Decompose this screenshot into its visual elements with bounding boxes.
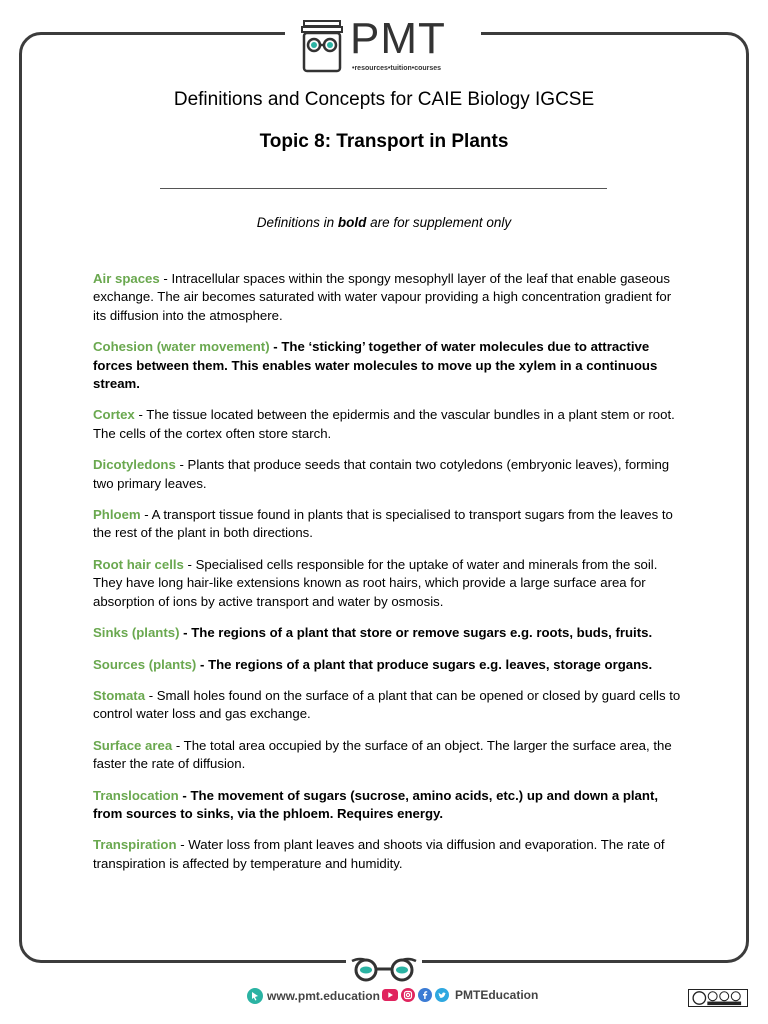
definition-separator: - — [172, 737, 184, 753]
definition-item — [93, 687, 683, 724]
definition-term: Cortex — [93, 407, 135, 423]
definition-term: Root hair cells — [93, 556, 184, 572]
definition-text: The regions of a plant that store or remove sugars e.g. roots, buds, fruits. — [191, 625, 653, 641]
note-bold: bold — [337, 215, 367, 230]
footer-website[interactable] — [247, 988, 380, 1004]
definition-text: The ‘sticking’ together of water molecules due to attractive forces between them. This enables water molecules to move up the xylem in a continuous stream. — [93, 339, 658, 392]
definition-text: The regions of a plant that produce sugars e.g. leaves, storage organs. — [208, 656, 653, 672]
definition-term: Surface area — [93, 737, 173, 753]
definition-separator: - — [176, 837, 189, 853]
definition-text: A transport tissue found in plants that is specialised to transport sugars from the leaves to the rest of the plant in both directions. — [93, 507, 673, 541]
definition-item — [93, 737, 683, 774]
definition-item — [93, 270, 683, 325]
social-handle[interactable]: PMTEducation — [455, 988, 539, 1002]
footer — [0, 988, 768, 1008]
definition-term: Dicotyledons — [93, 457, 176, 473]
twitter-icon[interactable] — [435, 988, 449, 1002]
creative-commons-icon — [688, 989, 748, 1007]
definition-term: Transpiration — [93, 837, 177, 853]
definition-term: Translocation — [93, 787, 179, 803]
definition-item — [93, 787, 683, 824]
definition-term: Sources (plants) — [93, 656, 197, 672]
definition-text: Water loss from plant leaves and shoots via diffusion and evaporation. The rate of transpiration is affected by temperature and humidity. — [93, 837, 665, 871]
definition-separator: - — [183, 556, 196, 572]
facebook-icon[interactable] — [418, 988, 432, 1002]
definition-item — [93, 656, 683, 674]
logo-wordmark: PMT — [350, 14, 446, 63]
definition-text: Plants that produce seeds that contain two cotyledons (embryonic leaves), forming two primary leaves. — [93, 457, 670, 491]
definition-separator: - — [179, 625, 192, 641]
definition-item — [93, 506, 683, 543]
definition-item — [93, 624, 683, 642]
definition-term: Air spaces — [93, 271, 160, 286]
definition-separator: - — [196, 656, 209, 672]
definition-text: Intracellular spaces within the spongy mesophyll layer of the leaf that enable gaseous exchange. The air becomes saturated with water vapour providing a high concentration gradient for its diffusion into the atmosphere. — [93, 271, 672, 323]
definition-separator: - — [269, 339, 282, 355]
instagram-icon[interactable] — [401, 988, 415, 1002]
definition-text: The movement of sugars (sucrose, amino acids, etc.) up and down a plant, from sources to sinks, via the phloem. Requires energy. — [93, 787, 658, 821]
note-prefix: Definitions in — [256, 215, 338, 230]
definition-separator: - — [134, 407, 147, 423]
supplement-note — [0, 215, 768, 230]
definition-term: Sinks (plants) — [93, 625, 180, 641]
document-title: Definitions and Concepts for CAIE Biology IGCSE — [173, 89, 595, 110]
definition-item — [93, 836, 683, 873]
definition-separator: - — [140, 507, 152, 523]
definition-separator: - — [145, 687, 157, 703]
topic-title: Topic 8: Transport in Plants — [259, 131, 509, 152]
title-divider — [160, 188, 607, 189]
logo-books-icon — [298, 18, 348, 76]
definition-term: Cohesion (water movement) — [93, 339, 270, 355]
definition-text: Small holes found on the surface of a plant that can be opened or closed by guard cells to control water loss and gas exchange. — [93, 687, 681, 722]
definition-text: The total area occupied by the surface of an object. The larger the surface area, the faster the rate of diffusion. — [93, 737, 672, 772]
definition-item — [93, 456, 683, 493]
cursor-icon — [247, 988, 263, 1004]
logo-tagline: •resources•tuition•courses — [352, 65, 442, 72]
youtube-icon[interactable] — [382, 988, 398, 1002]
website-link[interactable]: www.pmt.education — [267, 989, 380, 1003]
note-suffix: are for supplement only — [366, 215, 512, 230]
definition-separator: - — [178, 787, 191, 803]
definitions-list — [93, 270, 683, 886]
definition-item — [93, 338, 683, 393]
definition-item — [93, 406, 683, 443]
footer-social — [382, 988, 538, 1002]
definition-text: The tissue located between the epidermis and the vascular bundles in a plant stem or root. The cells of the cortex often store starch. — [93, 407, 675, 441]
definition-term: Phloem — [93, 507, 141, 523]
definition-text: Specialised cells responsible for the uptake of water and minerals from the soil. They have long hair-like extensions known as root hairs, which provide a large surface area for absorption of ions by active transport and water by osmosis. — [93, 556, 658, 609]
definition-separator: - — [159, 271, 172, 286]
definition-term: Stomata — [93, 687, 146, 703]
pmt-logo — [298, 14, 478, 76]
definition-separator: - — [175, 457, 188, 473]
definition-item — [93, 556, 683, 611]
glasses-icon — [350, 955, 418, 983]
